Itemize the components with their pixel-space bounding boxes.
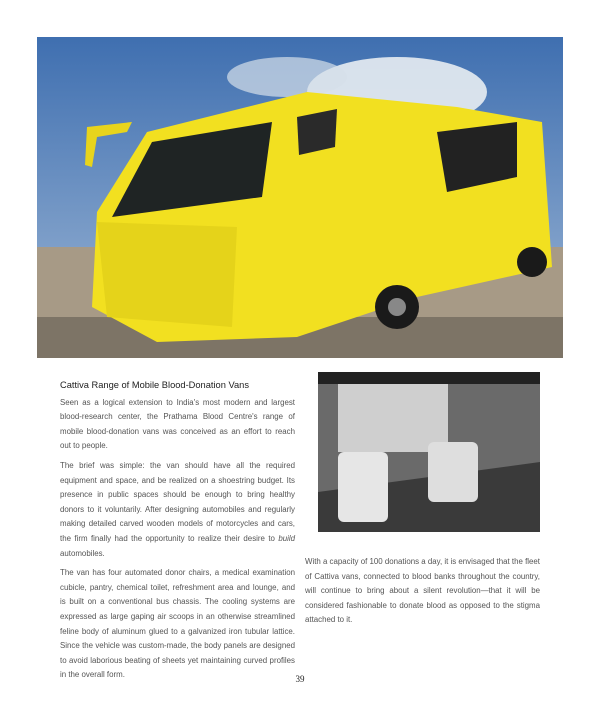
paragraph: The van has four automated donor chairs, a medical examination cubicle, pantry, chemical toilet, refreshment area and lounge, and is built on a conventional bus chassis. The cooling systems are expressed as large gaping air scoops in an otherwise streamlined feline body of aluminum glued to a galvanized iron tubular lattice. Since the vehicle was custom-made, the body panels are designed to avoid laborious beating of sheets yet maintaining curved profiles in the overall form.: [60, 568, 295, 680]
article-left-column: [60, 378, 295, 688]
yellow-van-photo: [37, 37, 563, 358]
article-right-column: [305, 555, 540, 633]
text: automobiles.: [60, 548, 105, 558]
article-heading: Cattiva Range of Mobile Blood-Donation Vans: [60, 380, 249, 390]
paragraph: [60, 459, 295, 561]
emphasis: build: [278, 533, 295, 543]
page-number: 39: [295, 674, 305, 684]
van-interior-photo: [318, 372, 540, 532]
paragraph: Seen as a logical extension to India's most modern and largest blood-research center, the Prathama Blood Centre's range of mobile blood-donation vans was conceived as an effort to reach out to people.: [60, 397, 295, 451]
paragraph: With a capacity of 100 donations a day, it is envisaged that the fleet of Cattiva vans, connected to blood banks throughout the country, will continue to bring about a silent revolution—that it will be considered fashionable to donate blood as opposed to the stigma attached to it.: [305, 557, 540, 625]
text: The brief was simple: the van should have all the required equipment and space, and be realized on a shoestring budget. Its presence in public spaces should be enough to bring healthy donors to it voluntarily. After designing automobiles and regularly making detailed carved wooden models of motorcycles and cars, the firm finally had the opportunity to realize their desire to: [60, 460, 295, 543]
